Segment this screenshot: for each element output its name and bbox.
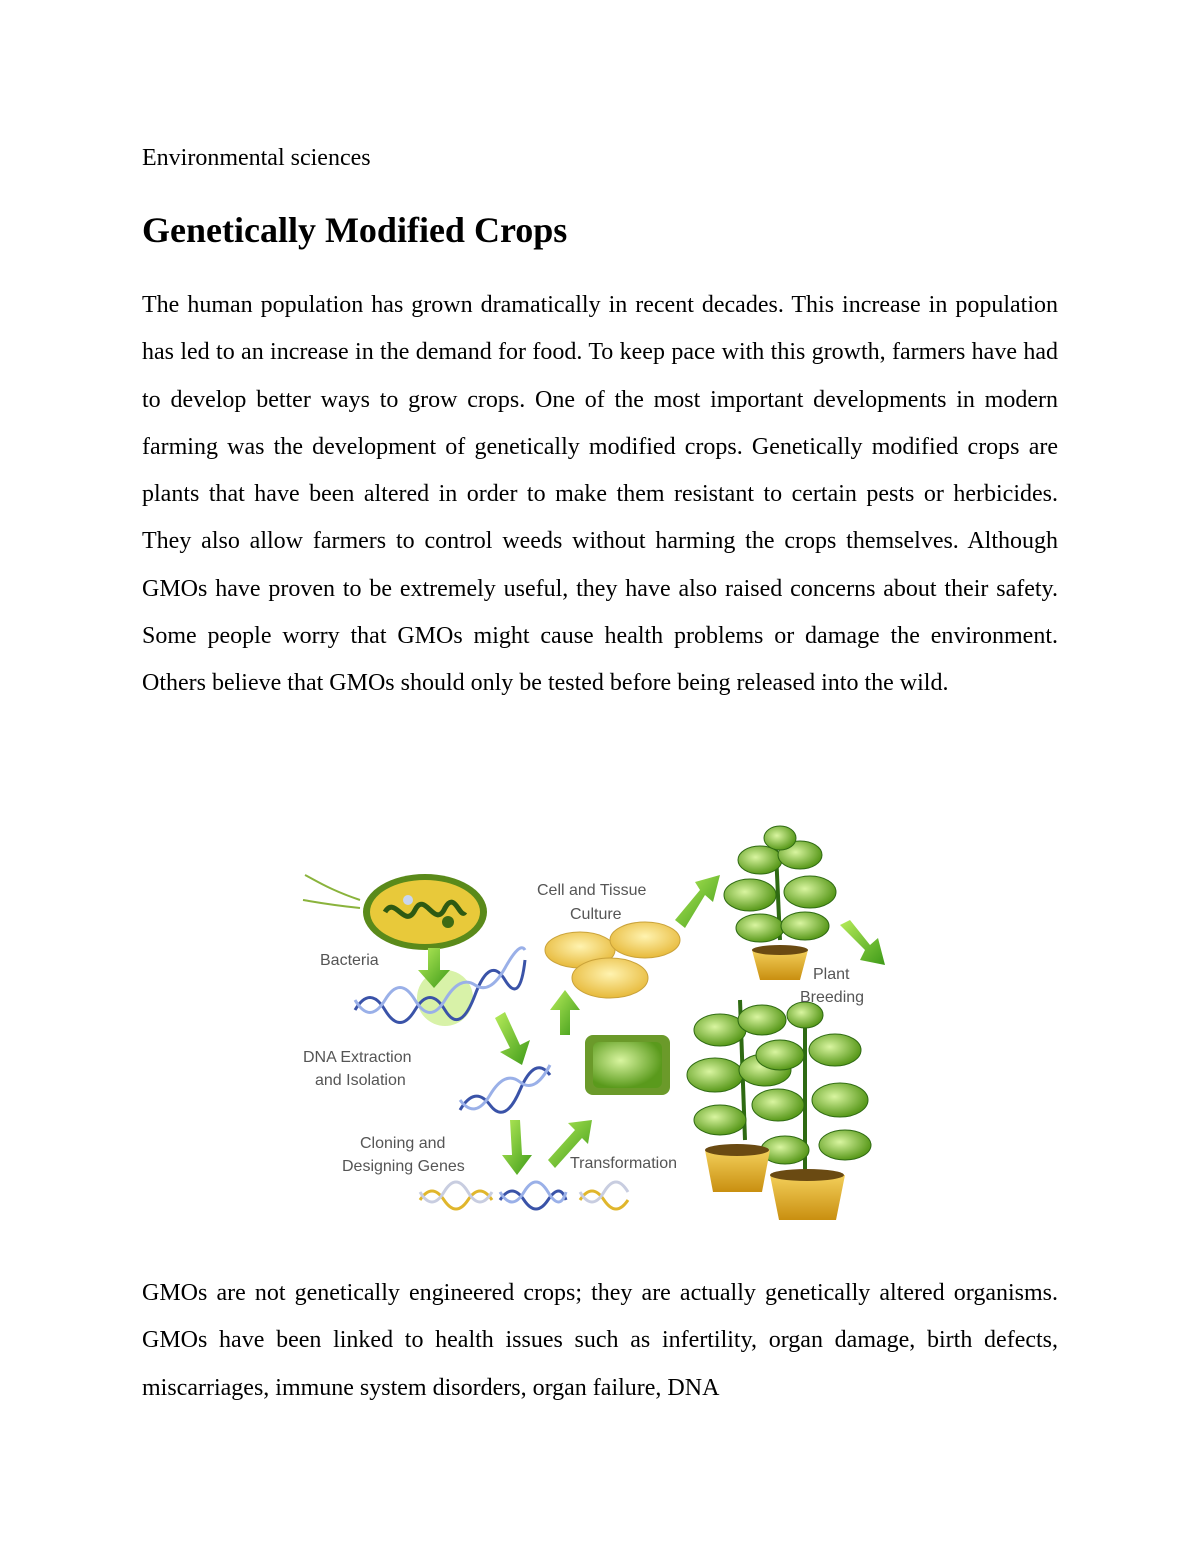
subject-heading: Environmental sciences [142,145,371,171]
page-title: Genetically Modified Crops [142,210,568,250]
paragraph-2: GMOs are not genetically engineered crops; they are actually genetically altered organisms. GMOs have been linked to health issues such as infertility, organ damage, birth defects, miscarriages, immune system disorders, organ failure, DNA [142,1280,1058,1401]
bacterium-icon [303,874,487,950]
dna-strand-small-icon [460,1065,550,1112]
dna-segments-icon [420,1182,628,1209]
paragraph-1: The human population has grown dramatically in recent decades. This increase in population has led to an increase in the demand for food. To keep pace with this growth, farmers have had to develop better ways to grow crops. One of the most important developments in modern farming was the development of genetically modified crops. Genetically modified crops are plants that have been altered in order to make them resistant to certain pests or herbicides. They also allow farmers to control weeds without harming the crops themselves. Although GMOs have proven to be extremely useful, they have also raised concerns about their safety. Some people worry that GMOs might cause health problems or damage the environment. Others believe that GMOs should only be tested before being released into the wild. [142,292,1058,697]
label-cloning-line2: Designing Genes [342,1158,465,1175]
petri-dishes-icon [545,922,680,998]
label-dna-extraction-line1: DNA Extraction [303,1049,412,1066]
label-cell-tissue-line1: Cell and Tissue [537,882,647,899]
label-plant-breeding-line1: Plant [813,966,850,983]
plant-single-icon [724,826,836,980]
label-dna-extraction-line2: and Isolation [315,1072,406,1089]
label-plant-breeding-line2: Breeding [800,989,865,1006]
label-cloning-line1: Cloning and [360,1135,446,1152]
plants-pair-icon [687,1000,871,1220]
gm-crops-process-diagram [300,820,900,1230]
label-bacteria: Bacteria [320,952,379,969]
label-cell-tissue-line2: Culture [570,906,622,923]
label-transformation: Transformation [570,1155,677,1172]
transformed-cell-icon [585,1035,670,1095]
